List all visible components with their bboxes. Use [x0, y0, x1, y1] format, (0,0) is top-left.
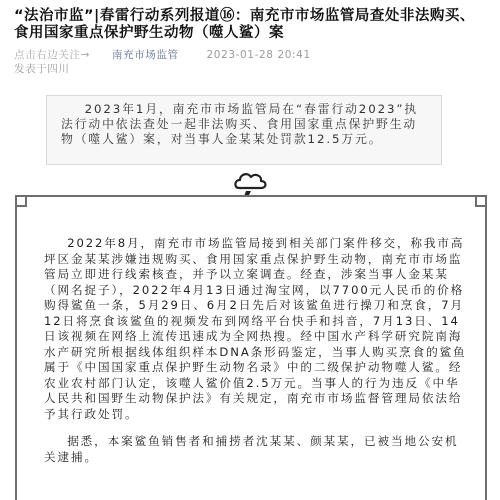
summary-text: 2023年1月，南充市市场监管局在“春雷行动2023”执法行动中依法查处一起非法购买、食用国家重点保护野生动物（噬人鲨）案，对当事人金某某处罚款12.5万元。 [61, 102, 419, 147]
body-paragraph: 2022年8月，南充市市场监管局接到相关部门案件移交，称我市高坪区金某某涉嫌违规购买、食用国家重点保护野生动物，南充市市场监管局立即进行线索核查，并予以立案调查。经查，涉案当事人金某某（网名捉子），2022年4月13日通过淘宝网，以7700元人民币的价格购得鲨鱼一条，5月29日、6月2日先后对该鲨鱼进行操刀和烹食，7月12日将烹食该鲨鱼的视频发布到网络平台快手和抖音，7月13日、14日该视频在网络上流传迅速成为全网热搜。经中国水产科学研究院南海水产研究所根据线体组织样本DNA条形码鉴定，当事人购买烹食的鲨鱼属于《中国国家重点保护野生动物名录》中的二级保护动物噬人鲨。经农业农村部门认定，该噬人鲨价值2.5万元。当事人的行为违反《中华人民共和国野生动物保护法》有关规定，南充市市场监督管理局依法给予其行政处罚。 [44, 236, 467, 421]
publish-location: 发表于四川 [14, 63, 70, 75]
body-paragraph: 据悉，本案鲨鱼销售者和捕捞者沈某某、颜某某，已被当地公安机关逮捕。 [44, 434, 459, 464]
follow-link[interactable]: 点击右边关注→ [14, 49, 90, 61]
summary-box [46, 95, 442, 165]
corner-ornament-icon [17, 197, 35, 215]
account-name-link[interactable]: 南充市场监管 [111, 49, 179, 61]
article-meta [0, 42, 500, 76]
publish-datetime: 2023-01-28 20:41 [206, 49, 311, 61]
article-body [44, 236, 468, 477]
corner-ornament-icon [467, 197, 485, 215]
article-title: “法治市监”|春雷行动系列报道⑯：南充市市场监管局查处非法购买、食用国家重点保护野生动物（噬人鲨）案 [14, 8, 475, 41]
